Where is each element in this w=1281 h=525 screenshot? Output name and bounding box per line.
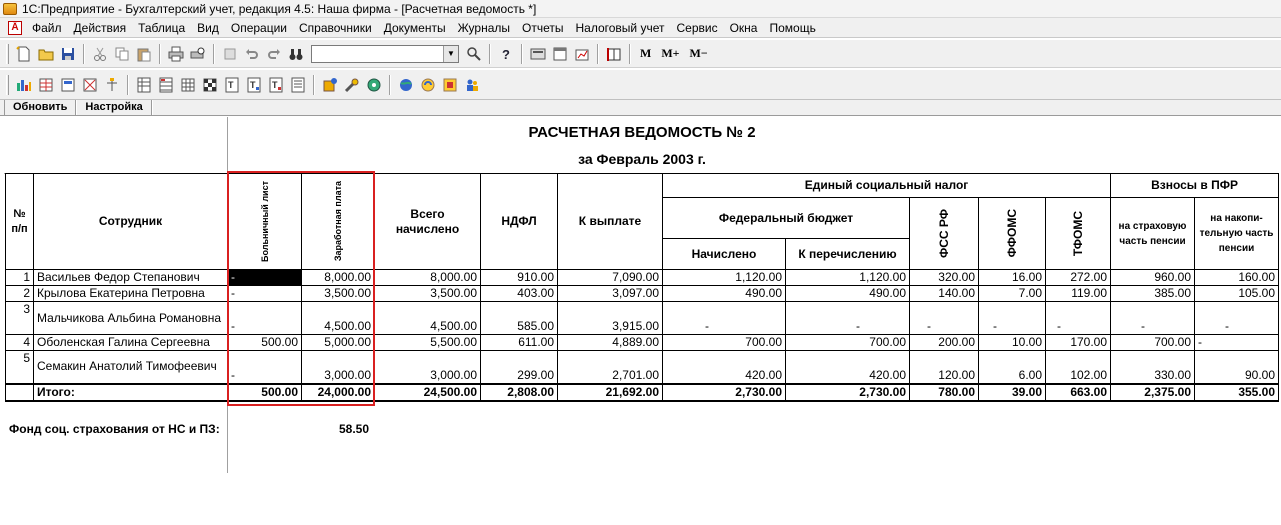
wizard-icon[interactable] (321, 76, 339, 94)
cell-sick[interactable]: 500.00 (228, 335, 302, 351)
svg-text:T: T (228, 79, 234, 90)
header-num: № п/п (6, 174, 34, 270)
cell-fed-accrued[interactable]: 490.00 (663, 286, 786, 302)
fund-label: Фонд соц. страхования от НС и ПЗ: (9, 422, 220, 436)
cell-num[interactable]: 5 (6, 351, 34, 384)
cell-total[interactable]: 3,500.00 (375, 286, 481, 302)
cell-ndfl[interactable]: 299.00 (481, 351, 558, 384)
cell-ffoms[interactable]: 7.00 (979, 286, 1046, 302)
balance-sheet-icon[interactable] (37, 76, 55, 94)
toolbar-separator (489, 44, 491, 64)
cell-payout[interactable]: 4,889.00 (558, 335, 663, 351)
cell-sick-selected[interactable]: - (228, 270, 302, 286)
checker-report-icon[interactable] (201, 76, 219, 94)
menu-bar (0, 18, 1281, 38)
cell-total[interactable]: 3,000.00 (375, 351, 481, 384)
menu-operations[interactable]: Операции (230, 20, 288, 35)
ledger-icon[interactable] (59, 76, 77, 94)
header-fed-accrued: Начислено (663, 239, 786, 270)
cell-fss[interactable]: 200.00 (910, 335, 979, 351)
totals-row (6, 384, 1279, 401)
cell-fed-accrued[interactable]: 420.00 (663, 351, 786, 384)
cell-ndfl[interactable]: 611.00 (481, 335, 558, 351)
menu-actions[interactable]: Действия (73, 20, 127, 35)
cell-payout[interactable]: 3,097.00 (558, 286, 663, 302)
header-ffoms: ФФОМС (979, 198, 1046, 270)
cell-salary[interactable]: 3,000.00 (302, 351, 375, 384)
search-icon[interactable] (465, 45, 483, 63)
memory-minus-button[interactable]: M− (689, 46, 708, 60)
header-fss: ФСС РФ (910, 198, 979, 270)
cell-pfr-acc[interactable]: - (1195, 335, 1279, 351)
report-title: РАСЧЕТНАЯ ВЕДОМОСТЬ № 2 (528, 124, 756, 141)
total-payout[interactable]: 21,692.00 (558, 384, 663, 401)
toolbar-separator (127, 75, 129, 95)
cell-payout[interactable]: 2,701.00 (558, 351, 663, 384)
table-row (6, 286, 1279, 302)
menu-tax[interactable]: Налоговый учет (575, 20, 665, 35)
menu-view[interactable]: Вид (197, 20, 219, 35)
menu-table[interactable]: Таблица (138, 20, 186, 35)
header-pfr: Взносы в ПФР (1111, 174, 1279, 198)
cell-pfr-acc[interactable]: 105.00 (1195, 286, 1279, 302)
cell-tfoms[interactable]: 119.00 (1046, 286, 1111, 302)
cell-pfr-ins[interactable]: - (1111, 302, 1195, 335)
cell-total[interactable]: 5,500.00 (375, 335, 481, 351)
search-combo[interactable] (311, 45, 459, 63)
reports-toolbar (0, 70, 1281, 100)
menu-windows[interactable]: Окна (729, 20, 758, 35)
toolbar-grip[interactable] (6, 75, 9, 95)
cell-salary[interactable]: 3,500.00 (302, 286, 375, 302)
tools-icon[interactable] (343, 76, 361, 94)
total-fed-accrued[interactable]: 2,730.00 (663, 384, 786, 401)
undo-icon[interactable] (243, 45, 261, 63)
menu-reports[interactable]: Отчеты (522, 20, 564, 35)
tree-report-icon[interactable] (103, 76, 121, 94)
social-insurance-fund (9, 422, 369, 436)
svg-text:?: ? (502, 46, 510, 62)
save-icon[interactable] (59, 45, 77, 63)
cell-ffoms[interactable]: 6.00 (979, 351, 1046, 384)
cell-salary[interactable]: 4,500.00 (302, 302, 375, 335)
cell-employee[interactable]: Оболенская Галина Сергеевна (34, 335, 228, 351)
cell-pfr-ins[interactable]: 700.00 (1111, 335, 1195, 351)
cell-fss[interactable]: - (910, 302, 979, 335)
fund-value[interactable]: 58.50 (339, 422, 370, 436)
toolbar-separator (213, 44, 215, 64)
cell-employee[interactable]: Мальчикова Альбина Романовна (34, 302, 228, 335)
cell-pfr-acc[interactable]: 160.00 (1195, 270, 1279, 286)
total-sick[interactable]: 500.00 (228, 384, 302, 401)
find-binoculars-icon[interactable] (287, 45, 305, 63)
cell-fed-transfer[interactable]: - (786, 302, 910, 335)
cell-pfr-acc[interactable]: 90.00 (1195, 351, 1279, 384)
cross-report-icon[interactable] (81, 76, 99, 94)
svg-text:T: T (272, 79, 278, 90)
total-fed-transfer[interactable]: 2,730.00 (786, 384, 910, 401)
cell-sick[interactable]: - (228, 286, 302, 302)
users-icon[interactable] (463, 76, 481, 94)
globe-icon[interactable] (397, 76, 415, 94)
cell-employee[interactable]: Васильев Федор Степанович (34, 270, 228, 286)
cell-fss[interactable]: 320.00 (910, 270, 979, 286)
menu-help[interactable]: Помощь (769, 20, 816, 35)
total-ndfl[interactable]: 2,808.00 (481, 384, 558, 401)
cell-ndfl[interactable]: 910.00 (481, 270, 558, 286)
book-icon[interactable] (605, 45, 623, 63)
toolbar-separator (389, 75, 391, 95)
total-salary[interactable]: 24,000.00 (302, 384, 375, 401)
header-fed-transfer: К перечислению (786, 239, 910, 270)
menu-service[interactable]: Сервис (676, 20, 718, 35)
toolbar-separator (597, 44, 599, 64)
paste-icon[interactable] (135, 45, 153, 63)
table-row (6, 270, 1279, 286)
document-report-icon[interactable] (289, 76, 307, 94)
table-report-2-icon[interactable] (157, 76, 175, 94)
help-icon[interactable] (497, 45, 515, 63)
chart-of-accounts-icon[interactable] (15, 76, 33, 94)
cell-salary[interactable]: 8,000.00 (302, 270, 375, 286)
total-ffoms[interactable]: 39.00 (979, 384, 1046, 401)
cell-fed-transfer[interactable]: 420.00 (786, 351, 910, 384)
cell-num[interactable]: 3 (6, 302, 34, 335)
new-document-icon[interactable] (15, 45, 33, 63)
calendar-icon[interactable] (551, 45, 569, 63)
memory-plus-button[interactable]: M+ (661, 46, 680, 60)
cell-num[interactable]: 2 (6, 286, 34, 302)
menu-journals[interactable]: Журналы (457, 20, 510, 35)
window-title: 1С:Предприятие - Бухгалтерский учет, редакция 4.5: Наша фирма - [Расчетная ведомость *] (22, 1, 537, 16)
cut-icon[interactable] (91, 45, 109, 63)
totals-label[interactable]: Итого: (34, 384, 228, 401)
total-tfoms[interactable]: 663.00 (1046, 384, 1111, 401)
cell-tfoms[interactable]: 272.00 (1046, 270, 1111, 286)
cell-pfr-ins[interactable]: 385.00 (1111, 286, 1195, 302)
toolbar-separator (83, 44, 85, 64)
refresh-data-icon[interactable] (419, 76, 437, 94)
cell-fed-transfer[interactable]: 490.00 (786, 286, 910, 302)
open-folder-icon[interactable] (37, 45, 55, 63)
menu-documents[interactable]: Документы (383, 20, 446, 35)
report-document (0, 117, 1281, 525)
refresh-button[interactable]: Обновить (4, 100, 76, 115)
toolbar-grip[interactable] (6, 44, 9, 64)
chevron-down-icon[interactable]: ▼ (443, 46, 458, 62)
header-payout: К выплате (558, 174, 663, 270)
memory-button[interactable]: M (640, 46, 652, 60)
picture-icon[interactable] (441, 76, 459, 94)
cell-employee[interactable]: Семакин Анатолий Тимофеевич (34, 351, 228, 384)
cell-total[interactable]: 4,500.00 (375, 302, 481, 335)
cell-fed-transfer[interactable]: 700.00 (786, 335, 910, 351)
cell-ndfl[interactable]: 403.00 (481, 286, 558, 302)
toolbar-separator (629, 44, 631, 64)
text-report-2-icon[interactable] (245, 76, 263, 94)
header-federal-budget: Федеральный бюджет (663, 198, 910, 239)
cell-payout[interactable]: 3,915.00 (558, 302, 663, 335)
document-menu-icon[interactable]: Ā (8, 21, 22, 35)
header-esn: Единый социальный налог (663, 174, 1111, 198)
cell-tfoms[interactable]: 170.00 (1046, 335, 1111, 351)
disk-icon[interactable] (365, 76, 383, 94)
cell-sick[interactable]: - (228, 302, 302, 335)
cell-pfr-ins[interactable]: 330.00 (1111, 351, 1195, 384)
text-report-3-icon[interactable] (267, 76, 285, 94)
menu-file[interactable]: Файл (32, 20, 62, 35)
cell-total[interactable]: 8,000.00 (375, 270, 481, 286)
app-logo-icon (3, 3, 17, 15)
cell-tfoms[interactable]: - (1046, 302, 1111, 335)
total-accrued[interactable]: 24,500.00 (375, 384, 481, 401)
menu-references[interactable]: Справочники (299, 20, 372, 35)
cell-sick[interactable]: - (228, 351, 302, 384)
cell-fed-accrued[interactable]: 700.00 (663, 335, 786, 351)
cell-ndfl[interactable]: 585.00 (481, 302, 558, 335)
report-period: за Февраль 2003 г. (578, 151, 706, 167)
calculator-icon[interactable] (529, 45, 547, 63)
standard-toolbar (0, 40, 1281, 68)
header-ndfl: НДФЛ (481, 174, 558, 270)
header-employee: Сотрудник (34, 174, 228, 270)
grid-report-icon[interactable] (179, 76, 197, 94)
table-row (6, 335, 1279, 351)
settings-button[interactable]: Настройка (76, 100, 151, 115)
cell-fss[interactable]: 120.00 (910, 351, 979, 384)
cell-num[interactable]: 4 (6, 335, 34, 351)
toolbar-separator (313, 75, 315, 95)
chart-wizard-icon[interactable] (573, 45, 591, 63)
total-pfr-ins[interactable]: 2,375.00 (1111, 384, 1195, 401)
cell-num[interactable]: 1 (6, 270, 34, 286)
cell-pfr-acc[interactable]: - (1195, 302, 1279, 335)
svg-text:T: T (250, 79, 256, 90)
print-preview-icon[interactable] (189, 45, 207, 63)
header-pfr-accumulative: на накопи-тельную часть пенсии (1195, 198, 1279, 270)
cell-fed-transfer[interactable]: 1,120.00 (786, 270, 910, 286)
delete-icon[interactable] (221, 45, 239, 63)
toolbar-separator (159, 44, 161, 64)
total-fss[interactable]: 780.00 (910, 384, 979, 401)
cell-ffoms[interactable]: 10.00 (979, 335, 1046, 351)
table-row (6, 351, 1279, 384)
total-pfr-acc[interactable]: 355.00 (1195, 384, 1279, 401)
cell-fss[interactable]: 140.00 (910, 286, 979, 302)
table-report-1-icon[interactable] (135, 76, 153, 94)
cell-fed-accrued[interactable]: 1,120.00 (663, 270, 786, 286)
cell-pfr-ins[interactable]: 960.00 (1111, 270, 1195, 286)
cell-salary[interactable]: 5,000.00 (302, 335, 375, 351)
header-sick-leave: Больничный лист (228, 174, 302, 270)
report-actions-bar (0, 100, 1281, 116)
payroll-table (5, 173, 1279, 402)
table-row (6, 302, 1279, 335)
cell-ffoms[interactable]: 16.00 (979, 270, 1046, 286)
title-bar (0, 0, 1281, 18)
cell-payout[interactable]: 7,090.00 (558, 270, 663, 286)
header-total-accrued: Всего начислено (375, 174, 481, 270)
header-salary: Заработная плата (302, 174, 375, 270)
header-pfr-insurance: на страховую часть пенсии (1111, 198, 1195, 270)
cell-employee[interactable]: Крылова Екатерина Петровна (34, 286, 228, 302)
text-report-1-icon[interactable] (223, 76, 241, 94)
copy-icon[interactable] (113, 45, 131, 63)
cell-fed-accrued[interactable]: - (663, 302, 786, 335)
cell-ffoms[interactable]: - (979, 302, 1046, 335)
toolbar-separator (521, 44, 523, 64)
header-tfoms: ТФОМС (1046, 198, 1111, 270)
print-icon[interactable] (167, 45, 185, 63)
redo-icon[interactable] (265, 45, 283, 63)
cell-tfoms[interactable]: 102.00 (1046, 351, 1111, 384)
